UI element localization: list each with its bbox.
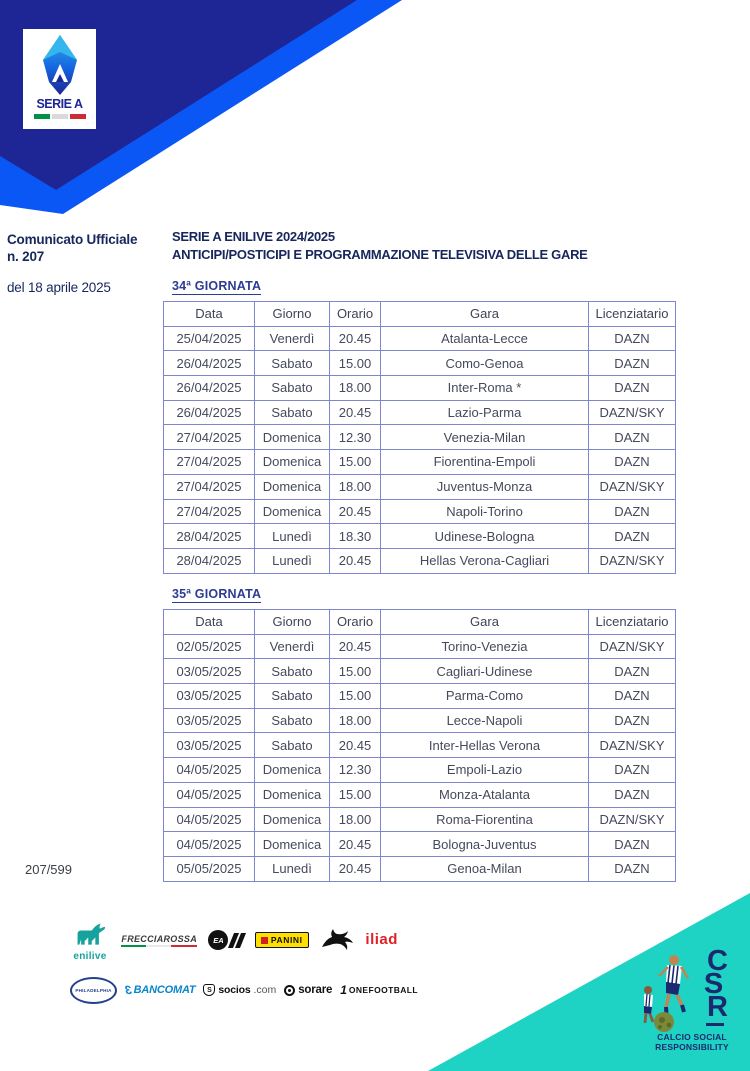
sponsor-row-1	[70, 912, 398, 968]
fixture-cell: Parma-Como	[381, 684, 589, 709]
fixture-cell: 26/04/2025	[164, 351, 255, 376]
giornata-heading-35: 35ª GIORNATA	[172, 587, 262, 601]
fixture-row	[164, 376, 676, 401]
fixture-cell: Sabato	[255, 684, 330, 709]
fixture-cell: 20.45	[330, 856, 381, 881]
fixture-cell: 03/05/2025	[164, 733, 255, 758]
panini-emblem-icon	[261, 937, 268, 944]
fixture-cell: 20.45	[330, 634, 381, 659]
fixture-cell: DAZN/SKY	[589, 400, 676, 425]
fixture-cell: DAZN	[589, 708, 676, 733]
fixture-cell: Napoli-Torino	[381, 499, 589, 524]
fixture-cell: 25/04/2025	[164, 326, 255, 351]
fixture-cell: 15.00	[330, 659, 381, 684]
fixture-cell: DAZN	[589, 376, 676, 401]
fixture-cell: Lazio-Parma	[381, 400, 589, 425]
fixture-cell: Empoli-Lazio	[381, 758, 589, 783]
fixture-cell: 27/04/2025	[164, 425, 255, 450]
fixture-cell: Inter-Roma *	[381, 376, 589, 401]
fixture-cell: DAZN/SKY	[589, 548, 676, 573]
fixture-cell: Inter-Hellas Verona	[381, 733, 589, 758]
fixture-cell: 26/04/2025	[164, 376, 255, 401]
sponsor-socios	[203, 984, 276, 996]
fixture-cell: 18.00	[330, 376, 381, 401]
fixture-cell: 03/05/2025	[164, 659, 255, 684]
fixture-cell: DAZN	[589, 499, 676, 524]
fixture-cell: Atalanta-Lecce	[381, 326, 589, 351]
sponsor-row-2	[70, 972, 418, 1008]
panini-label: PANINI	[270, 935, 303, 945]
fixture-cell: Sabato	[255, 400, 330, 425]
fixture-cell: Domenica	[255, 425, 330, 450]
fixture-cell: Sabato	[255, 708, 330, 733]
fixture-cell: 04/05/2025	[164, 758, 255, 783]
fixture-cell: Venezia-Milan	[381, 425, 589, 450]
column-header: Data	[164, 302, 255, 327]
fixture-cell: 20.45	[330, 733, 381, 758]
fixture-cell: 18.00	[330, 474, 381, 499]
fixture-cell: Torino-Venezia	[381, 634, 589, 659]
fixture-cell: Monza-Atalanta	[381, 782, 589, 807]
fixture-table	[163, 609, 676, 882]
fixture-cell: 12.30	[330, 758, 381, 783]
enilive-label: enilive	[73, 951, 107, 962]
fixtures-table-35	[163, 609, 676, 882]
fixture-row	[164, 758, 676, 783]
sponsor-bancomat	[125, 983, 195, 997]
sponsor-ea-sports-fc	[208, 930, 243, 950]
sorare-label: sorare	[298, 984, 333, 996]
fixture-cell: Venerdì	[255, 634, 330, 659]
onefootball-mark-icon: 1	[340, 983, 347, 997]
fixture-cell: Domenica	[255, 832, 330, 857]
fixture-cell: DAZN	[589, 326, 676, 351]
sponsor-puma	[320, 925, 354, 956]
csr-caption-line2: RESPONSIBILITY	[655, 1042, 729, 1052]
sponsor-iliad	[365, 931, 398, 949]
fixture-cell: Fiorentina-Empoli	[381, 450, 589, 475]
csr-players-illustration	[636, 948, 700, 1036]
fixture-cell: DAZN	[589, 659, 676, 684]
top-corner-decoration	[0, 0, 750, 230]
fixture-cell: DAZN	[589, 758, 676, 783]
fixture-row	[164, 708, 676, 733]
fixture-row	[164, 733, 676, 758]
fixture-row	[164, 832, 676, 857]
sponsor-panini	[255, 932, 309, 948]
fixture-cell: 27/04/2025	[164, 499, 255, 524]
sponsor-sorare	[284, 984, 332, 996]
fixture-cell: 26/04/2025	[164, 400, 255, 425]
header-row	[164, 302, 676, 327]
fixture-cell: 15.00	[330, 450, 381, 475]
csr-monogram: C S R	[699, 950, 731, 1026]
fixture-cell: 28/04/2025	[164, 548, 255, 573]
column-header: Orario	[330, 302, 381, 327]
bancomat-mark-icon: 3	[123, 983, 134, 997]
fixture-cell: DAZN	[589, 832, 676, 857]
fixture-cell: Lunedì	[255, 524, 330, 549]
fixture-cell: Domenica	[255, 450, 330, 475]
column-header: Licenziatario	[589, 610, 676, 635]
fixture-cell: DAZN/SKY	[589, 733, 676, 758]
fixture-cell: 05/05/2025	[164, 856, 255, 881]
giornata-heading-34: 34ª GIORNATA	[172, 279, 262, 293]
fixture-cell: DAZN	[589, 782, 676, 807]
fixture-cell: DAZN/SKY	[589, 474, 676, 499]
fixture-cell: 20.45	[330, 832, 381, 857]
header-row	[164, 610, 676, 635]
fixture-cell: 15.00	[330, 684, 381, 709]
csr-dash	[706, 1023, 724, 1026]
serie-a-logo-box	[23, 29, 96, 129]
bancomat-label: BANCOMAT	[133, 984, 196, 996]
fixture-cell: 04/05/2025	[164, 832, 255, 857]
fixture-row	[164, 326, 676, 351]
sponsor-onefootball	[340, 983, 418, 997]
fixture-cell: DAZN/SKY	[589, 807, 676, 832]
fixture-cell: 02/05/2025	[164, 634, 255, 659]
column-header: Giorno	[255, 302, 330, 327]
italian-flag-bar	[34, 114, 86, 119]
fixture-cell: Genoa-Milan	[381, 856, 589, 881]
sponsor-frecciarossa	[121, 934, 197, 947]
fixture-row	[164, 450, 676, 475]
fixture-cell: 15.00	[330, 782, 381, 807]
fixture-cell: Lunedì	[255, 548, 330, 573]
fixture-cell: Sabato	[255, 733, 330, 758]
page-number: 207/599	[25, 862, 72, 877]
fixture-cell: 18.00	[330, 807, 381, 832]
fixture-row	[164, 351, 676, 376]
comunicato-number: n. 207	[7, 249, 45, 264]
column-header: Gara	[381, 610, 589, 635]
fixture-cell: Udinese-Bologna	[381, 524, 589, 549]
fixture-cell: DAZN	[589, 524, 676, 549]
fixture-cell: DAZN	[589, 856, 676, 881]
socios-label: socios	[218, 984, 251, 996]
comunicato-heading	[7, 231, 167, 265]
document-title-line1: SERIE A ENILIVE 2024/2025	[172, 229, 335, 244]
fixtures-table-34	[163, 301, 676, 574]
fixture-cell: Domenica	[255, 474, 330, 499]
comunicato-title: Comunicato Ufficiale	[7, 232, 138, 247]
sponsor-philadelphia	[70, 977, 117, 1004]
csr-caption-line1: CALCIO SOCIAL	[657, 1032, 727, 1042]
fixture-cell: Domenica	[255, 807, 330, 832]
fixture-cell: Cagliari-Udinese	[381, 659, 589, 684]
column-header: Orario	[330, 610, 381, 635]
column-header: Gara	[381, 302, 589, 327]
fixture-cell: DAZN	[589, 425, 676, 450]
fc-glyph-icon	[231, 933, 243, 948]
ea-circle-icon: EA	[208, 930, 228, 950]
fixture-cell: 03/05/2025	[164, 684, 255, 709]
fixture-row	[164, 400, 676, 425]
fixture-cell: Lunedì	[255, 856, 330, 881]
fixture-cell: 18.00	[330, 708, 381, 733]
fixture-cell: Domenica	[255, 758, 330, 783]
fixture-cell: 04/05/2025	[164, 807, 255, 832]
column-header: Data	[164, 610, 255, 635]
fixture-cell: Sabato	[255, 376, 330, 401]
fixture-cell: 20.45	[330, 499, 381, 524]
onefootball-label: ONEFOOTBALL	[348, 985, 418, 995]
fixture-cell: DAZN	[589, 351, 676, 376]
fixture-cell: Lecce-Napoli	[381, 708, 589, 733]
fixture-cell: 03/05/2025	[164, 708, 255, 733]
fixture-cell: 18.30	[330, 524, 381, 549]
document-date: del 18 aprile 2025	[7, 280, 111, 295]
document-title	[172, 228, 672, 264]
fixture-cell: Domenica	[255, 499, 330, 524]
fixture-row	[164, 782, 676, 807]
fixture-row	[164, 634, 676, 659]
fixture-row	[164, 548, 676, 573]
fixture-row	[164, 499, 676, 524]
fixture-cell: DAZN/SKY	[589, 634, 676, 659]
document-title-line2: ANTICIPI/POSTICIPI E PROGRAMMAZIONE TELEVISIVA DELLE GARE	[172, 247, 588, 262]
sorare-mark-icon	[284, 985, 295, 996]
philadelphia-label: PHILADELPHIA	[75, 987, 112, 993]
fixture-cell: 28/04/2025	[164, 524, 255, 549]
fixture-cell: Domenica	[255, 782, 330, 807]
fixture-row	[164, 684, 676, 709]
iliad-label: iliad	[365, 931, 398, 948]
fixture-cell: 27/04/2025	[164, 474, 255, 499]
fixture-row	[164, 474, 676, 499]
fixture-row	[164, 425, 676, 450]
column-header: Licenziatario	[589, 302, 676, 327]
fixture-cell: 12.30	[330, 425, 381, 450]
serie-a-wordmark: SERIE A	[36, 97, 83, 111]
socios-suffix: .com	[253, 984, 277, 996]
fixture-cell: 20.45	[330, 400, 381, 425]
fixture-cell: Hellas Verona-Cagliari	[381, 548, 589, 573]
fixture-row	[164, 659, 676, 684]
socios-mark-icon: S	[203, 984, 215, 996]
fixture-cell: 15.00	[330, 351, 381, 376]
fixture-cell: Como-Genoa	[381, 351, 589, 376]
fixture-table	[163, 301, 676, 574]
column-header: Giorno	[255, 610, 330, 635]
fixture-cell: Venerdì	[255, 326, 330, 351]
fixture-cell: 27/04/2025	[164, 450, 255, 475]
puma-cat-icon	[320, 925, 354, 951]
fixture-cell: Bologna-Juventus	[381, 832, 589, 857]
tricolor-underline	[121, 945, 197, 947]
fixture-cell: DAZN	[589, 684, 676, 709]
fixture-cell: 04/05/2025	[164, 782, 255, 807]
fixture-cell: Juventus-Monza	[381, 474, 589, 499]
fixture-cell: 20.45	[330, 326, 381, 351]
fixture-row	[164, 807, 676, 832]
sponsor-enilive	[70, 918, 110, 962]
fixture-cell: Sabato	[255, 659, 330, 684]
fixture-cell: Roma-Fiorentina	[381, 807, 589, 832]
fixture-cell: DAZN	[589, 450, 676, 475]
serie-a-logo-mark-icon	[37, 34, 83, 96]
frecciarossa-label: FRECCIAROSSA	[121, 933, 198, 944]
fixture-cell: Sabato	[255, 351, 330, 376]
enilive-dog-icon	[70, 918, 110, 950]
fixture-cell: 20.45	[330, 548, 381, 573]
fixture-row	[164, 524, 676, 549]
fixture-row	[164, 856, 676, 881]
csr-caption	[646, 1032, 738, 1052]
